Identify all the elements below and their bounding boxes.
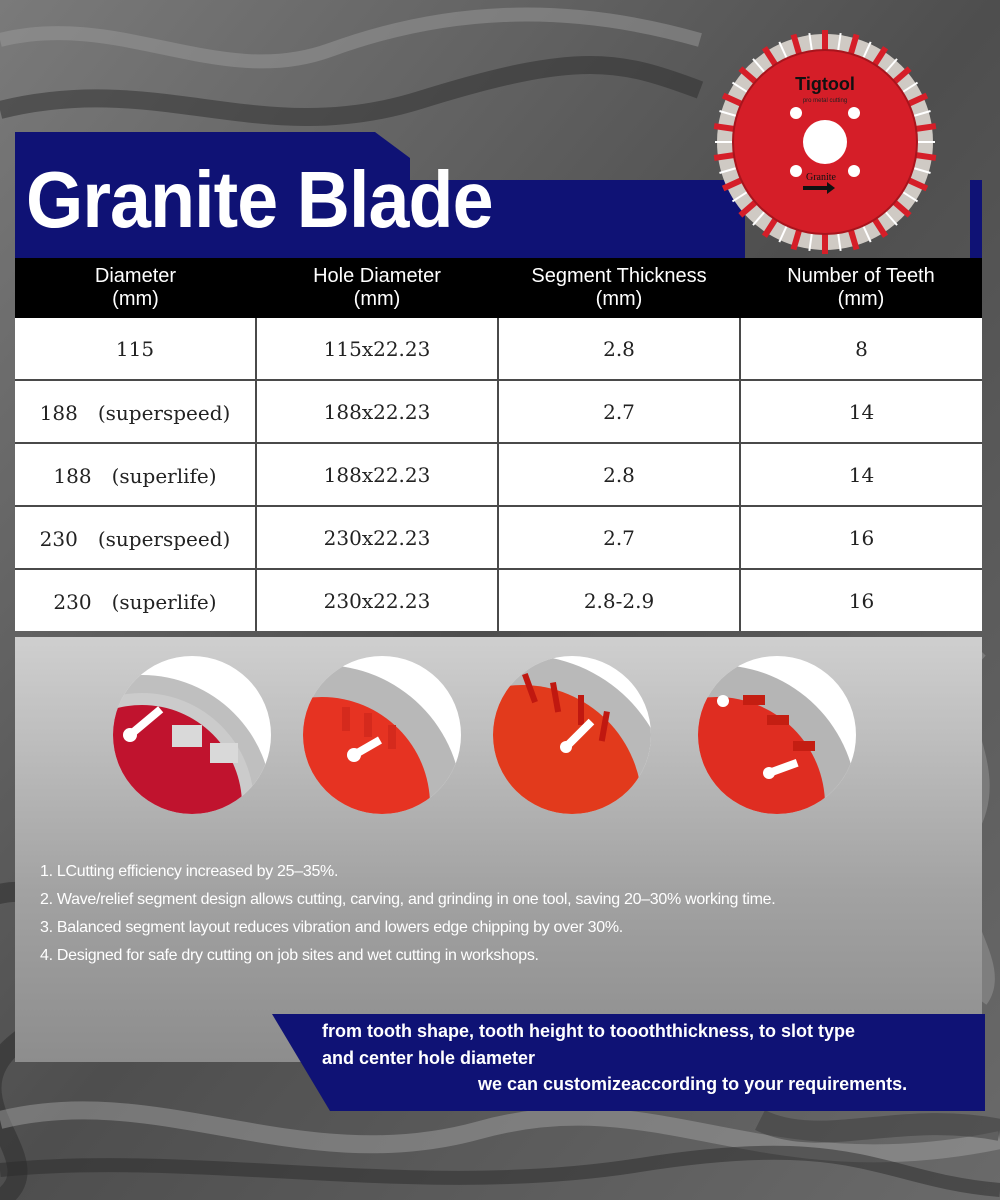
table-row (15, 318, 982, 380)
feature-item: 4. Designed for safe dry cutting on job sites and wet cutting in workshops. (40, 947, 539, 964)
blade-detail-image (302, 655, 462, 815)
blade-detail-image (112, 655, 272, 815)
cell-teeth: 16 (740, 506, 982, 569)
cell-teeth: 16 (740, 569, 982, 631)
cell-diameter: 188 (superspeed) (15, 380, 256, 443)
cell-segment-thickness: 2.7 (498, 506, 740, 569)
feature-item: 2. Wave/relief segment design allows cutting, carving, and grinding in one tool, saving 20–30% working time. (40, 891, 776, 908)
cell-diameter: 188 (superlife) (15, 443, 256, 506)
cell-hole-diameter: 188x22.23 (256, 443, 498, 506)
cell-hole-diameter: 115x22.23 (256, 318, 498, 380)
cell-segment-thickness: 2.8 (498, 318, 740, 380)
header-diameter: Diameter (mm) (15, 258, 256, 318)
cell-hole-diameter: 230x22.23 (256, 506, 498, 569)
banner-line-2: and center hole diameter (322, 1048, 536, 1068)
cell-segment-thickness: 2.8 (498, 443, 740, 506)
table-header-row (15, 258, 982, 318)
cell-hole-diameter: 188x22.23 (256, 380, 498, 443)
cell-diameter: 230 (superlife) (15, 569, 256, 631)
header-segment-thickness: Segment Thickness (mm) (498, 258, 740, 318)
blade-tagline: pro metal cutting (802, 98, 848, 104)
spec-table (15, 258, 982, 631)
table-row (15, 506, 982, 569)
cell-teeth: 14 (740, 380, 982, 443)
table-row (15, 443, 982, 506)
cell-segment-thickness: 2.8-2.9 (498, 569, 740, 631)
table-row (15, 380, 982, 443)
blade-product-image (705, 22, 945, 262)
cell-teeth: 8 (740, 318, 982, 380)
header-hole-diameter: Hole Diameter (mm) (256, 258, 498, 318)
table-row (15, 569, 982, 631)
blade-brand: Tigtool (795, 74, 855, 94)
feature-list (40, 858, 775, 970)
cell-hole-diameter: 230x22.23 (256, 569, 498, 631)
feature-item: 3. Balanced segment layout reduces vibration and lowers edge chipping by over 30%. (40, 919, 623, 936)
cell-teeth: 14 (740, 443, 982, 506)
blade-detail-image (697, 655, 857, 815)
banner-line-1: from tooth shape, tooth height to toooththickness, to slot type (322, 1021, 855, 1041)
feature-item: 1. LCutting efficiency increased by 25–35%. (40, 863, 339, 880)
blade-detail-gallery (15, 655, 982, 835)
blade-label: Granite (806, 172, 836, 183)
blade-icon (705, 22, 945, 262)
cell-diameter: 230 (superspeed) (15, 506, 256, 569)
cell-segment-thickness: 2.7 (498, 380, 740, 443)
cell-diameter: 115 (15, 318, 256, 380)
header-number-of-teeth: Number of Teeth (mm) (740, 258, 982, 318)
page-title: Granite Blade (26, 155, 493, 244)
banner-line-3: we can customizeaccording to your requirements. (478, 1074, 908, 1094)
blade-detail-image (492, 655, 652, 815)
